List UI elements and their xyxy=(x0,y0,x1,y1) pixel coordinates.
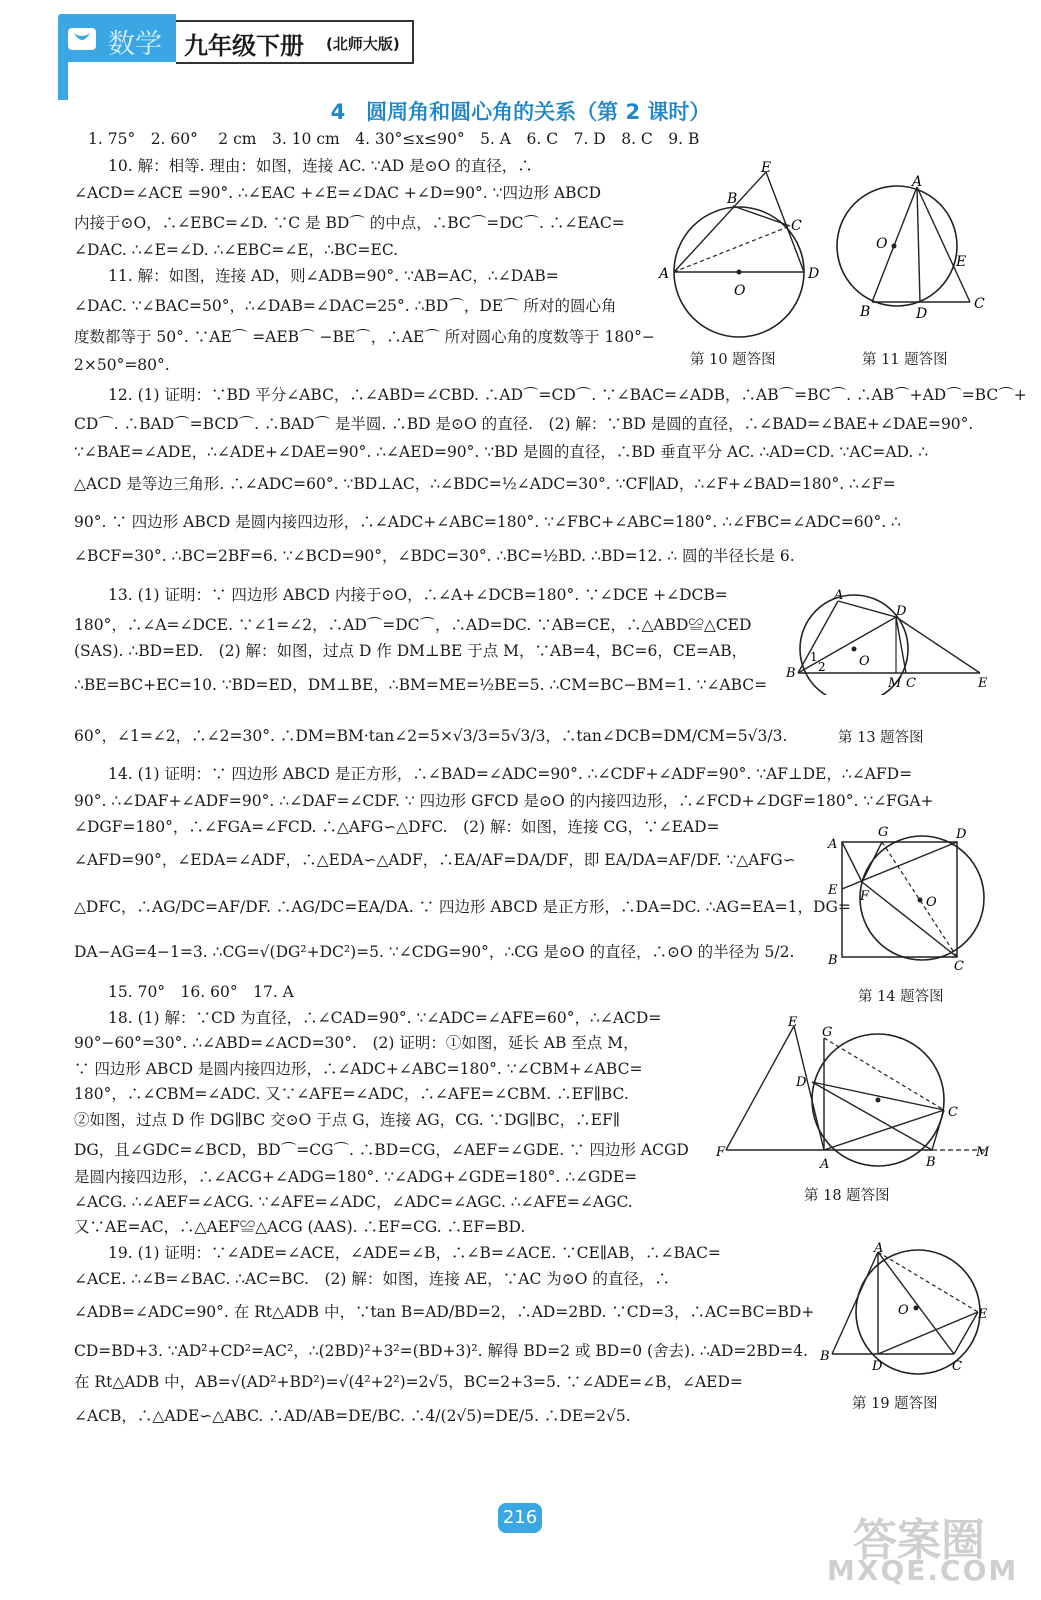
fig10-label: E xyxy=(761,160,772,176)
edition-label: (北师大版) xyxy=(326,35,400,53)
fig11-label: O xyxy=(876,236,888,252)
answer-line: 内接于⊙O，∴∠EBC=∠D. ∵C 是 BD⌒ 的中点，∴BC⌒=DC⌒. ∴∠EAC= xyxy=(74,214,625,232)
fig11-label: D xyxy=(916,306,928,322)
watermark-bottom: MXQE.COM xyxy=(827,1554,1019,1587)
answer-line: ②如图，过点 D 作 DG∥BC 交⊙O 于点 G，连接 AG，CG. ∵DG∥BC，∴EF∥ xyxy=(74,1111,620,1129)
section-title: 4 圆周角和圆心角的关系（第 2 课时） xyxy=(330,100,711,124)
answer-line: ∠AFD=90°，∠EDA=∠ADF，∴△EDA∽△ADF，∴EA/AF=DA/DF，即 EA/DA=AF/DF. ∵△AFG∽ xyxy=(74,851,796,869)
fig11-label: C xyxy=(974,296,985,312)
answer-line: ∠DAC. ∴∠E=∠D. ∴∠EBC=∠E，∴BC=EC. xyxy=(74,241,399,259)
answer-line: ∠ACD=∠ACE =90°. ∴∠EAC +∠E=∠DAC +∠D=90°. ∵四边形 ABCD xyxy=(74,184,602,202)
fig19-label: O xyxy=(898,1303,909,1318)
answer-line: 在 Rt△ADB 中，AB=√(AD²+BD²)=√(4²+2²)=2√5，BC=2+3=5. ∵∠ADE=∠B，∠AED= xyxy=(74,1373,743,1391)
fig18-label: C xyxy=(948,1105,958,1120)
answer-line: 度数都等于 50°. ∵AE⌒ =AEB⌒ −BE⌒，∴AE⌒ 所对圆心角的度数等于 180°− xyxy=(74,328,655,346)
page-header xyxy=(58,14,418,64)
fig14-label: C xyxy=(954,959,964,972)
answer-line: 又∵AE=AC，∴△AEF≌△ACG (AAS). ∴EF=CG. ∴EF=BD. xyxy=(74,1218,526,1236)
answer-line: DA−AG=4−1=3. ∴CG=√(DG²+DC²)=5. ∵∠CDG=90°，∴CG 是⊙O 的直径，∴⊙O 的半径为 5/2. xyxy=(74,943,795,961)
answer-line: 15. 70° 16. 60° 17. A xyxy=(108,983,294,1001)
fig13-label: E xyxy=(978,676,988,691)
fig10-label: A xyxy=(659,266,670,282)
fig13-label: C xyxy=(906,676,916,691)
answer-line: 90°. ∵ 四边形 ABCD 是圆内接四边形，∴∠ADC+∠ABC=180°. ∵∠FBC+∠ABC=180°. ∴∠FBC=∠ADC=60°. ∴ xyxy=(74,513,901,531)
subject-badge xyxy=(58,14,176,62)
fig11-label: B xyxy=(860,304,871,320)
fig19-label: D xyxy=(872,1359,883,1374)
answer-line: ∠ACE. ∴∠B=∠BAC. ∴AC=BC. (2) 解：如图，连接 AE，∵AC 为⊙O 的直径，∴ xyxy=(74,1270,670,1288)
grade-label: 九年级下册 xyxy=(184,32,304,60)
book-title-box xyxy=(176,20,414,64)
answer-line: △DFC，∴AG/DC=AF/DF. ∴AG/DC=EA/DA. ∵ 四边形 ABCD 是正方形，∴DA=DC. ∴AG=EA=1，DG= xyxy=(74,898,851,916)
answer-line: 11. 解：如图，连接 AD，则∠ADB=90°. ∵AB=AC，∴∠DAB= xyxy=(108,267,559,285)
answer-line: ∵∠BAE=∠ADE，∴∠ADE+∠DAE=90°. ∴∠AED=90°. ∵BD 是圆的直径，∴BD 垂直平分 AC. ∴AD=CD. ∵AC=AD. ∴ xyxy=(74,443,929,461)
answer-line: (SAS). ∴BD=ED. (2) 解：如图，过点 D 作 DM⊥BE 于点 M，∵AB=4，BC=6，CE=AB， xyxy=(74,642,748,660)
header-tail xyxy=(58,62,68,100)
fig19-label: E xyxy=(978,1307,988,1322)
figure-13 xyxy=(784,585,994,695)
fig14-label: E xyxy=(828,883,838,898)
fig14-label: G xyxy=(878,825,889,840)
fig19-label: A xyxy=(874,1241,884,1256)
fig11-label: A xyxy=(912,174,923,190)
answer-line: 13. (1) 证明：∵ 四边形 ABCD 内接于⊙O，∴∠A+∠DCB=180°. ∵∠DCE +∠DCB= xyxy=(108,586,728,604)
answer-line: 90°−60°=30°. ∴∠ABD=∠ACD=30°. (2) 证明：①如图，延长 AB 至点 M， xyxy=(74,1034,639,1052)
fig14-label: B xyxy=(828,953,838,968)
fig13-label: D xyxy=(896,604,907,619)
fig10-label: O xyxy=(734,283,746,299)
fig13-label: 2 xyxy=(818,660,826,674)
answer-line: ∠ACG. ∴∠AEF=∠ACG. ∵∠AFE=∠ADC，∠ADC=∠AGC. ∴∠AFE=∠AGC. xyxy=(74,1193,633,1211)
answer-line: ∴BE=BC+EC=10. ∵BD=ED，DM⊥BE，∴BM=ME=½BE=5. ∴CM=BC−BM=1. ∵∠ABC= xyxy=(74,676,768,694)
answer-line: ∠ADB=∠ADC=90°. 在 Rt△ADB 中，∵tan B=AD/BD=2，∴AD=2BD. ∵CD=3，∴AC=BC=BD+ xyxy=(74,1303,815,1321)
answer-line: 19. (1) 证明：∵∠ADE=∠ACE，∠ADE=∠B，∴∠B=∠ACE. ∵CE∥AB，∴∠BAC= xyxy=(108,1244,721,1262)
fig10-label: C xyxy=(791,218,802,234)
fig10-label: D xyxy=(808,266,820,282)
answer-line: 180°，∴∠A=∠DCE. ∵∠1=∠2，∴AD⌒=DC⌒，∴AD=DC. ∵AB=CE，∴△ABD≌△CED xyxy=(74,616,752,634)
caption-fig11: 第 11 题答图 xyxy=(862,352,948,368)
leaf-icon xyxy=(68,28,96,50)
fig13-label: M xyxy=(888,676,902,691)
answer-line: 90°. ∴∠DAF+∠ADF=90°. ∴∠DAF=∠CDF. ∵ 四边形 GFCD 是⊙O 的内接四边形，∴∠FCD+∠DGF=180°. ∵∠FGA+ xyxy=(74,792,934,810)
fig13-label: O xyxy=(859,654,870,669)
fig18-label: F xyxy=(716,1145,726,1160)
fig18-label: A xyxy=(820,1157,830,1172)
figure-19 xyxy=(818,1240,996,1380)
answer-line: 18. (1) 解：∵CD 为直径，∴∠CAD=90°. ∵∠ADC=∠AFE=60°，∴∠ACD= xyxy=(108,1009,662,1027)
answer-line: 60°，∠1=∠2，∴∠2=30°. ∴DM=BM·tan∠2=5×√3/3=5√3/3，∴tan∠DCB=DM/CM=5√3/3. xyxy=(74,727,788,745)
fig18-label: M xyxy=(976,1145,990,1160)
watermark-top: 答案圈 xyxy=(853,1515,985,1566)
answer-line: 14. (1) 证明：∵ 四边形 ABCD 是正方形，∴∠BAD=∠ADC=90°. ∴∠CDF+∠ADF=90°. ∵AF⊥DE，∴∠AFD= xyxy=(108,765,913,783)
fig13-label: 1 xyxy=(810,650,818,664)
answer-line: ∠ACB，∴△ADE∽△ABC. ∴AD/AB=DE/BC. ∴4/(2√5)=DE/5. ∴DE=2√5. xyxy=(74,1407,631,1425)
answer-line: 180°，∴∠CBM=∠ADC. 又∵∠AFE=∠ADC，∴∠AFE=∠CBM. ∴EF∥BC. xyxy=(74,1085,629,1103)
watermark xyxy=(823,1504,1023,1594)
answer-line: CD=BD+3. ∵AD²+CD²=AC²，∴(2BD)²+3²=(BD+3)². 解得 BD=2 或 BD=0 (舍去). ∴AD=2BD=4. xyxy=(74,1342,808,1360)
fig19-label: C xyxy=(952,1359,962,1374)
fig14-label: O xyxy=(926,895,937,910)
fig14-label: F xyxy=(860,889,870,904)
figure-10 xyxy=(655,158,830,348)
fig13-label: B xyxy=(786,666,796,681)
fig10-label: B xyxy=(727,191,738,207)
fig14-label: D xyxy=(956,827,967,842)
answer-line: 12. (1) 证明：∵BD 平分∠ABC，∴∠ABD=∠CBD. ∴AD⌒=CD⌒. ∵∠BAC=∠ADB，∴AB⌒=BC⌒. ∴AB⌒+AD⌒=BC⌒+ xyxy=(108,386,1027,404)
fig14-label: A xyxy=(828,837,838,852)
answer-line: 1. 75° 2. 60° 2 cm 3. 10 cm 4. 30°≤x≤90° 5. A 6. C 7. D 8. C 9. B xyxy=(88,130,700,148)
fig18-label: D xyxy=(796,1075,807,1090)
answer-line: ∵ 四边形 ABCD 是圆内接四边形，∴∠ADC+∠ABC=180°. ∵∠CBM+∠ABC= xyxy=(74,1060,643,1078)
fig18-label: E xyxy=(788,1015,798,1030)
caption-fig19: 第 19 题答图 xyxy=(852,1396,938,1412)
figure-11 xyxy=(830,172,995,322)
answer-line: ∠DAC. ∵∠BAC=50°，∴∠DAB=∠DAC=25°. ∴BD⌒，DE⌒ 所对的圆心角 xyxy=(74,297,617,315)
answer-line: 10. 解：相等. 理由：如图，连接 AC. ∵AD 是⊙O 的直径，∴ xyxy=(108,157,533,175)
caption-fig18: 第 18 题答图 xyxy=(804,1188,890,1204)
figure-18 xyxy=(714,1012,994,1174)
answer-line: 2×50°=80°. xyxy=(74,356,170,374)
page-number: 216 xyxy=(498,1503,542,1533)
answer-line: 是圆内接四边形，∴∠ACG+∠ADG=180°. ∵∠ADG+∠GDE=180°. ∴∠GDE= xyxy=(74,1168,638,1186)
fig19-label: B xyxy=(820,1349,830,1364)
fig18-label: B xyxy=(926,1155,936,1170)
caption-fig10: 第 10 题答图 xyxy=(690,352,776,368)
answer-line: ∠DGF=180°，∴∠FGA=∠FCD. ∴△AFG∽△DFC. (2) 解：如图，连接 CG，∵∠EAD= xyxy=(74,818,720,836)
answer-line: DG，且∠GDC=∠BCD，BD⌒=CG⌒. ∴BD=CG，∠AEF=∠GDE. ∵ 四边形 ACGD xyxy=(74,1141,689,1159)
figure-14 xyxy=(822,822,1000,972)
answer-line: ∠BCF=30°. ∴BC=2BF=6. ∵∠BCD=90°，∠BDC=30°. ∴BC=½BD. ∴BD=12. ∴ 圆的半径长是 6. xyxy=(74,547,795,565)
fig13-label: A xyxy=(834,588,844,603)
fig18-label: G xyxy=(822,1025,833,1040)
caption-fig14: 第 14 题答图 xyxy=(858,989,944,1005)
answer-line: CD⌒. ∴BAD⌒=BCD⌒. ∴BAD⌒ 是半圆. ∴BD 是⊙O 的直径. (2) 解：∵BD 是圆的直径，∴∠BAD=∠BAE+∠DAE=90°. xyxy=(74,415,974,433)
subject-label: 数学 xyxy=(108,29,162,60)
caption-fig13: 第 13 题答图 xyxy=(838,730,924,746)
fig11-label: E xyxy=(956,254,967,270)
answer-line: △ACD 是等边三角形. ∴∠ADC=60°. ∵BD⊥AC，∴∠BDC=½∠ADC=30°. ∵CF∥AD，∴∠F+∠BAD=180°. ∴∠F= xyxy=(74,475,896,493)
